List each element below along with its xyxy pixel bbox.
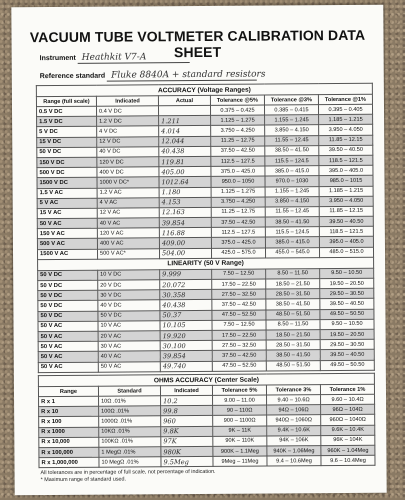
actual-cell: 9.999	[160, 269, 212, 280]
tolerance-5-cell: 9K – 11K	[213, 426, 267, 437]
range-cell: 1500 V DC	[37, 178, 97, 189]
tolerance-3-cell: 18.50 – 21.50	[266, 279, 320, 290]
indicated-cell: 20 V AC	[98, 331, 160, 342]
indicated-cell: 40 V AC	[97, 218, 159, 229]
tolerance-3-cell: 115.5 – 124.5	[265, 156, 319, 167]
ohms-col-tol3: Tolerance 3%	[266, 385, 320, 395]
tolerance-3-cell: 38.50 – 41.50	[266, 299, 320, 310]
range-cell: 5 V DC	[37, 127, 97, 138]
indicated-cell: 10.2	[161, 395, 213, 406]
indicated-cell: 40 V DC	[97, 147, 159, 158]
tolerance-3-cell: 9.4K – 10.6K	[267, 425, 321, 436]
tolerance-3-cell: 11.55 – 12.45	[265, 207, 319, 218]
col-tol5: Tolerance @5%	[210, 95, 264, 105]
tolerance-5-cell: 900K – 1.1Meg	[213, 446, 267, 457]
range-cell: 50 V AC	[38, 321, 98, 332]
tolerance-3-cell: 0.385 – 0.415	[264, 105, 318, 116]
actual-cell: 119.81	[159, 156, 211, 167]
tolerance-1-cell: 395.0 – 405.0	[319, 165, 373, 176]
indicated-cell: 9.8K	[161, 426, 213, 437]
indicated-cell: 500 V AC*	[97, 248, 159, 259]
tolerance-3-cell: 3.850 – 4.150	[265, 125, 319, 136]
reference-label: Reference standard	[39, 72, 106, 81]
range-cell: 50 V DC	[38, 311, 98, 322]
tolerance-5-cell: 27.50 – 32.50	[212, 340, 266, 351]
tolerance-1-cell: 9.50 – 10.50	[320, 319, 374, 330]
actual-cell: 39.854	[160, 351, 212, 362]
actual-cell: 4.014	[159, 126, 211, 137]
footnote: * Maximum range of standard used.	[40, 476, 127, 484]
tolerance-1-cell: 118.5 – 121.5	[319, 155, 373, 166]
indicated-cell: 50 V DC	[98, 310, 160, 321]
tolerance-1-cell: 3.950 – 4.050	[319, 125, 373, 136]
tolerance-1-cell: 1.185 – 1.215	[319, 186, 373, 197]
tolerance-1-cell: 39.50 – 40.50	[320, 350, 374, 361]
tolerance-3-cell: 38.50 – 41.50	[265, 217, 319, 228]
tolerance-1-cell: 96K – 104K	[321, 435, 375, 446]
reference-value: Fluke 8840A + standard resistors	[111, 69, 266, 81]
tolerance-3-cell: 8.50 – 11.50	[266, 268, 320, 279]
tolerance-3-cell: 385.0 – 415.0	[265, 237, 319, 248]
tolerance-3-cell: 94K – 106K	[267, 435, 321, 446]
range-cell: 50 V DC	[38, 280, 98, 291]
actual-cell: 30.358	[160, 290, 212, 301]
range-cell: 1.5 V DC	[37, 116, 97, 127]
range-cell: 50 V AC	[38, 352, 98, 363]
ohms-col-range: Range	[38, 386, 98, 396]
tolerance-1-cell: 39.50 – 40.50	[320, 299, 374, 310]
actual-cell: 40.438	[160, 300, 212, 311]
standard-cell: 100Ω .01%	[99, 406, 161, 417]
ohms-col-tol1: Tolerance 1%	[320, 384, 374, 394]
tolerance-1-cell: 49.50 – 50.50	[320, 360, 374, 371]
tolerance-3-cell: 455.0 – 545.0	[265, 247, 319, 258]
indicated-cell: 99.8	[161, 406, 213, 417]
range-cell: 0.5 V DC	[36, 106, 96, 117]
tolerance-5-cell: 9.00 – 11.00	[213, 395, 267, 406]
tolerance-1-cell: 3.950 – 4.050	[319, 196, 373, 207]
range-cell: 50 V AC	[38, 331, 98, 342]
ohms-table	[38, 373, 376, 469]
instrument-line	[40, 52, 190, 64]
range-cell: 50 V AC	[38, 341, 98, 352]
actual-cell: 20.072	[160, 279, 212, 290]
actual-cell: 405.00	[159, 167, 211, 178]
standard-cell: 10 MegΩ .01%	[99, 457, 161, 468]
tolerance-5-cell: 950.0 – 1050	[211, 176, 265, 187]
tolerance-5-cell: 17.50 – 22.50	[212, 330, 266, 341]
tolerance-3-cell: 385.0 – 415.0	[265, 166, 319, 177]
standard-cell: 10Ω .01%	[99, 396, 161, 407]
tolerance-1-cell: 39.50 – 40.50	[319, 145, 373, 156]
tolerance-5-cell: 7.50 – 12.50	[212, 320, 266, 331]
range-cell: R x 1	[39, 396, 99, 407]
indicated-cell: 12 V DC	[97, 136, 159, 147]
indicated-cell: 12 V AC	[97, 208, 159, 219]
tolerance-3-cell: 38.50 – 41.50	[265, 145, 319, 156]
standard-cell: 1000Ω .01%	[99, 416, 161, 427]
range-cell: R x 100	[39, 417, 99, 428]
tolerance-5-cell: 375.0 – 425.0	[211, 166, 265, 177]
range-cell: 150 V AC	[37, 228, 97, 239]
tolerance-5-cell: 47.50 – 52.50	[212, 361, 266, 372]
col-indicated: Indicated	[96, 96, 158, 106]
tolerance-1-cell: 985.0 – 1015	[319, 176, 373, 187]
tolerance-3-cell: 9.4 – 10.6Meg	[267, 456, 321, 467]
standard-cell: 100KΩ .01%	[99, 437, 161, 448]
tolerance-5-cell: 3.750 – 4.250	[211, 125, 265, 136]
range-cell: R x 1,000,000	[39, 457, 99, 468]
tolerance-5-cell: 47.50 – 52.50	[212, 310, 266, 321]
actual-cell: 39.854	[159, 217, 211, 228]
indicated-cell: 10 V AC	[98, 321, 160, 332]
instrument-value: Heathkit V7-A	[81, 52, 147, 63]
indicated-cell: 4 V DC	[97, 126, 159, 137]
indicated-cell: 400 V DC	[97, 167, 159, 178]
ohms-col-tol5: Tolerance 5%	[212, 385, 266, 395]
col-actual: Actual	[158, 95, 210, 105]
actual-cell: 409.00	[159, 238, 211, 249]
range-cell: 15 V DC	[37, 137, 97, 148]
indicated-cell: 20 V DC	[98, 280, 160, 291]
range-cell: 500 V AC	[37, 239, 97, 250]
tolerance-1-cell: 29.50 – 30.50	[320, 339, 374, 350]
range-cell: 50 V DC	[37, 147, 97, 158]
range-cell: 150 V DC	[37, 157, 97, 168]
tolerance-1-cell: 118.5 – 121.5	[319, 227, 373, 238]
actual-cell: 116.88	[159, 228, 211, 239]
tolerance-3-cell: 48.50 – 51.50	[266, 360, 320, 371]
tolerance-1-cell: 9.6K – 10.4K	[321, 425, 375, 436]
range-cell: 5 V AC	[37, 198, 97, 209]
calibration-sheet	[11, 5, 386, 496]
actual-cell: 19.920	[160, 330, 212, 341]
range-cell: 500 V DC	[37, 167, 97, 178]
tolerance-1-cell: 485.0 – 515.0	[319, 247, 373, 258]
indicated-cell: 120 V AC	[97, 228, 159, 239]
tolerance-3-cell: 8.50 – 11.50	[266, 319, 320, 330]
standard-cell: 10KΩ .01%	[99, 426, 161, 437]
range-cell: R x 10	[39, 406, 99, 417]
tolerance-3-cell: 1.155 – 1.245	[265, 115, 319, 126]
tolerance-5-cell: 1.125 – 1.275	[211, 115, 265, 126]
actual-cell: 12.163	[159, 207, 211, 218]
range-cell: 1.5 V AC	[37, 188, 97, 199]
range-cell: 50 V AC	[38, 362, 98, 373]
tolerance-3-cell: 18.50 – 21.50	[266, 330, 320, 341]
standard-cell: 1 MegΩ .01%	[99, 447, 161, 458]
tolerance-3-cell: 11.55 – 12.45	[265, 135, 319, 146]
range-cell: 50 V DC	[38, 301, 98, 312]
tolerance-5-cell: 375.0 – 425.0	[211, 237, 265, 248]
tolerance-1-cell: 49.50 – 50.50	[320, 309, 374, 320]
voltage-table	[36, 83, 375, 373]
range-cell: R x 100,000	[39, 447, 99, 458]
tolerance-1-cell: 19.50 – 20.50	[320, 278, 374, 289]
col-range: Range (full scale)	[36, 96, 96, 106]
tolerance-1-cell: 9.60 – 10.4Ω	[321, 394, 375, 405]
range-cell: 50 V DC	[38, 290, 98, 301]
indicated-cell: 0.4 V DC	[96, 106, 158, 117]
tolerance-5-cell: 90 – 110Ω	[213, 405, 267, 416]
tolerance-3-cell: 940Ω – 1060Ω	[267, 415, 321, 426]
tolerance-5-cell: 112.5 – 127.5	[211, 227, 265, 238]
indicated-cell: 50 V AC	[98, 361, 160, 372]
actual-cell: 504.00	[159, 248, 211, 259]
indicated-cell: 120 V DC	[97, 157, 159, 168]
tolerance-1-cell: 0.395 – 0.405	[318, 104, 372, 115]
range-cell: 15 V AC	[37, 208, 97, 219]
tolerance-3-cell: 3.850 – 4.150	[265, 196, 319, 207]
linearity-section-title: LINEARITY (50 V Range)	[38, 257, 374, 270]
tolerance-1-cell: 19.50 – 20.50	[320, 329, 374, 340]
tolerance-3-cell: 28.50 – 31.50	[266, 289, 320, 300]
range-cell: R x 10,000	[39, 437, 99, 448]
tolerance-3-cell: 1.155 – 1.245	[265, 186, 319, 197]
indicated-cell: 960	[161, 416, 213, 427]
tolerance-5-cell: 37.50 – 42.50	[211, 146, 265, 157]
tolerance-1-cell: 9.6 – 10.4Meg	[321, 455, 375, 466]
tolerance-5-cell: 37.50 – 42.50	[211, 217, 265, 228]
tolerance-5-cell: 27.50 – 32.50	[212, 289, 266, 300]
tolerance-1-cell: 29.50 – 30.50	[320, 288, 374, 299]
tolerance-5-cell: 900 – 1100Ω	[213, 415, 267, 426]
tolerance-5-cell: 9Meg – 11Meg	[213, 456, 267, 467]
indicated-cell: 40 V AC	[98, 351, 160, 362]
tolerance-3-cell: 970.0 – 1030	[265, 176, 319, 187]
indicated-cell: 400 V AC	[97, 238, 159, 249]
tolerance-5-cell: 37.50 – 42.50	[212, 299, 266, 310]
tolerance-1-cell: 960K – 1.04Meg	[321, 445, 375, 456]
ohms-col-indicated: Indicated	[160, 385, 212, 395]
indicated-cell: 1.2 V AC	[97, 187, 159, 198]
tolerance-1-cell: 9.50 – 10.50	[320, 268, 374, 279]
indicated-cell: 40 V DC	[98, 300, 160, 311]
accuracy-section-title: ACCURACY (Voltage Ranges)	[36, 83, 372, 96]
reference-line	[39, 69, 266, 83]
tolerance-1-cell: 395.0 – 405.0	[319, 237, 373, 248]
table-row	[39, 455, 375, 468]
tolerance-1-cell: 960Ω – 1040Ω	[321, 415, 375, 426]
tolerance-5-cell: 7.50 – 12.50	[212, 269, 266, 280]
tolerance-5-cell: 112.5 – 127.5	[211, 156, 265, 167]
indicated-cell: 9.5Meg	[161, 457, 213, 468]
tolerance-1-cell: 39.50 – 40.50	[319, 216, 373, 227]
ohms-section-title: OHMS ACCURACY (Center Scale)	[38, 373, 374, 386]
tolerance-3-cell: 38.50 – 41.50	[266, 350, 320, 361]
indicated-cell: 10 V DC	[98, 270, 160, 281]
indicated-cell: 4 V AC	[97, 197, 159, 208]
actual-cell: 30.100	[160, 341, 212, 352]
tolerance-5-cell: 1.125 – 1.275	[211, 187, 265, 198]
tolerance-3-cell: 940K – 1.06Meg	[267, 446, 321, 457]
indicated-cell: 97K	[161, 436, 213, 447]
table-row	[38, 360, 374, 373]
tolerance-5-cell: 11.25 – 12.75	[211, 207, 265, 218]
indicated-cell: 1000 V DC*	[97, 177, 159, 188]
actual-cell: 1.211	[159, 116, 211, 127]
instrument-label: Instrument	[39, 54, 76, 63]
col-tol1: Tolerance @1%	[318, 94, 372, 104]
tolerance-5-cell: 0.375 – 0.425	[210, 105, 264, 116]
tolerance-1-cell: 11.85 – 12.15	[319, 135, 373, 146]
actual-cell	[158, 105, 210, 116]
tolerance-1-cell: 11.85 – 12.15	[319, 206, 373, 217]
tolerance-5-cell: 3.750 – 4.250	[211, 197, 265, 208]
indicated-cell: 1.2 V DC	[97, 116, 159, 127]
actual-cell: 1.180	[159, 187, 211, 198]
actual-cell: 1012.64	[159, 177, 211, 188]
tolerance-5-cell: 11.25 – 12.75	[211, 136, 265, 147]
page-title: VACUUM TUBE VOLTMETER CALIBRATION DATA SHEET	[29, 26, 366, 61]
range-cell: R x 1000	[39, 427, 99, 438]
actual-cell: 10.105	[160, 320, 212, 331]
tolerance-3-cell: 28.50 – 31.50	[266, 340, 320, 351]
actual-cell: 12.044	[159, 136, 211, 147]
col-tol3: Tolerance @3%	[264, 95, 318, 105]
range-cell: 1500 V AC	[37, 249, 97, 260]
actual-cell: 4.153	[159, 197, 211, 208]
range-cell: 50 V DC	[38, 270, 98, 281]
tolerance-3-cell: 48.50 – 51.50	[266, 309, 320, 320]
tolerance-5-cell: 37.50 – 42.50	[212, 350, 266, 361]
actual-cell: 40.438	[159, 146, 211, 157]
tolerance-1-cell: 96Ω – 104Ω	[321, 404, 375, 415]
tolerance-3-cell: 9.40 – 10.6Ω	[267, 395, 321, 406]
actual-cell: 49.740	[160, 361, 212, 372]
indicated-cell: 980K	[161, 446, 213, 457]
tolerance-5-cell: 425.0 – 575.0	[211, 248, 265, 259]
actual-cell: 50.37	[160, 310, 212, 321]
indicated-cell: 30 V DC	[98, 290, 160, 301]
tolerance-3-cell: 115.5 – 124.5	[265, 227, 319, 238]
footnote: All tolerances are in percentage of full scale, not percentage of indication.	[40, 468, 216, 477]
ohms-col-standard: Standard	[98, 386, 160, 396]
indicated-cell: 30 V AC	[98, 341, 160, 352]
range-cell: 50 V AC	[37, 218, 97, 229]
tolerance-3-cell: 94Ω – 106Ω	[267, 405, 321, 416]
footnotes	[41, 469, 216, 484]
tolerance-1-cell: 1.185 – 1.215	[319, 114, 373, 125]
tolerance-5-cell: 90K – 110K	[213, 436, 267, 447]
tolerance-5-cell: 17.50 – 22.50	[212, 279, 266, 290]
